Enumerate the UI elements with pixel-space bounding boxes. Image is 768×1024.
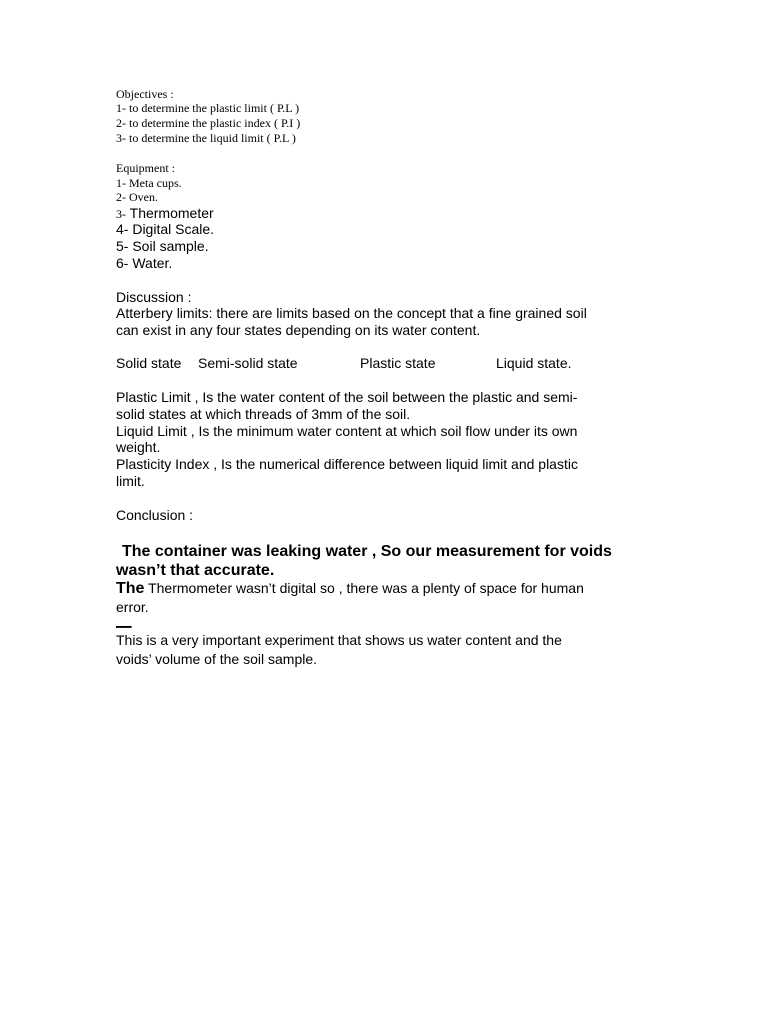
thermometer-note-lead: The: [116, 580, 145, 597]
conclusion-heading: Conclusion :: [116, 507, 194, 523]
soil-state-label: Semi-solid state: [198, 355, 298, 371]
soil-state-label: Solid state: [116, 355, 182, 371]
final-remark-line: voids’ volume of the soil sample.: [116, 651, 318, 667]
definition-line: solid states at which threads of 3mm of the soil.: [116, 406, 411, 422]
soil-states-row: [116, 355, 676, 372]
equipment-heading: Equipment :: [116, 161, 175, 175]
equipment-item: 1- Meta cups.: [116, 176, 182, 190]
definition-line: weight.: [116, 439, 161, 455]
definition-line: Plastic Limit , Is the water content of the soil between the plastic and semi-: [116, 389, 578, 405]
objective-item: 3- to determine the liquid limit ( P.L ): [116, 131, 296, 145]
thermometer-note-line: [116, 580, 584, 598]
equipment-item-number: 3-: [116, 207, 126, 221]
soil-state-label: Plastic state: [360, 355, 436, 371]
definition-line: Plasticity Index , Is the numerical difference between liquid limit and plastic: [116, 456, 578, 472]
thermometer-note-line: error.: [116, 599, 149, 615]
equipment-item: 2- Oven.: [116, 190, 158, 204]
final-remark-line: This is a very important experiment that shows us water content and the: [116, 632, 562, 648]
soil-state-label: Liquid state.: [496, 355, 572, 371]
thermometer-note-text: Thermometer wasn’t digital so , there was a plenty of space for human: [144, 580, 584, 596]
discussion-paragraph-line: Atterbery limits: there are limits based on the concept that a fine grained soil: [116, 305, 587, 321]
objective-item: 2- to determine the plastic index ( P.I ): [116, 116, 301, 130]
definition-line: Liquid Limit , Is the minimum water content at which soil flow under its own: [116, 423, 578, 439]
discussion-paragraph-line: can exist in any four states depending on its water content.: [116, 322, 481, 338]
objective-item: 1- to determine the plastic limit ( P.L ): [116, 101, 300, 115]
conclusion-bold-line: wasn’t that accurate.: [116, 562, 275, 579]
objectives-heading: Objectives :: [116, 87, 174, 101]
equipment-item: 5- Soil sample.: [116, 238, 209, 254]
conclusion-bold-line: The container was leaking water , So our measurement for voids: [122, 543, 612, 560]
equipment-item-text: Thermometer: [126, 205, 214, 221]
discussion-heading: Discussion :: [116, 289, 192, 305]
definition-line: limit.: [116, 473, 145, 489]
separator-mark: __: [116, 612, 132, 628]
equipment-item: 6- Water.: [116, 255, 173, 271]
equipment-item: 4- Digital Scale.: [116, 221, 215, 237]
